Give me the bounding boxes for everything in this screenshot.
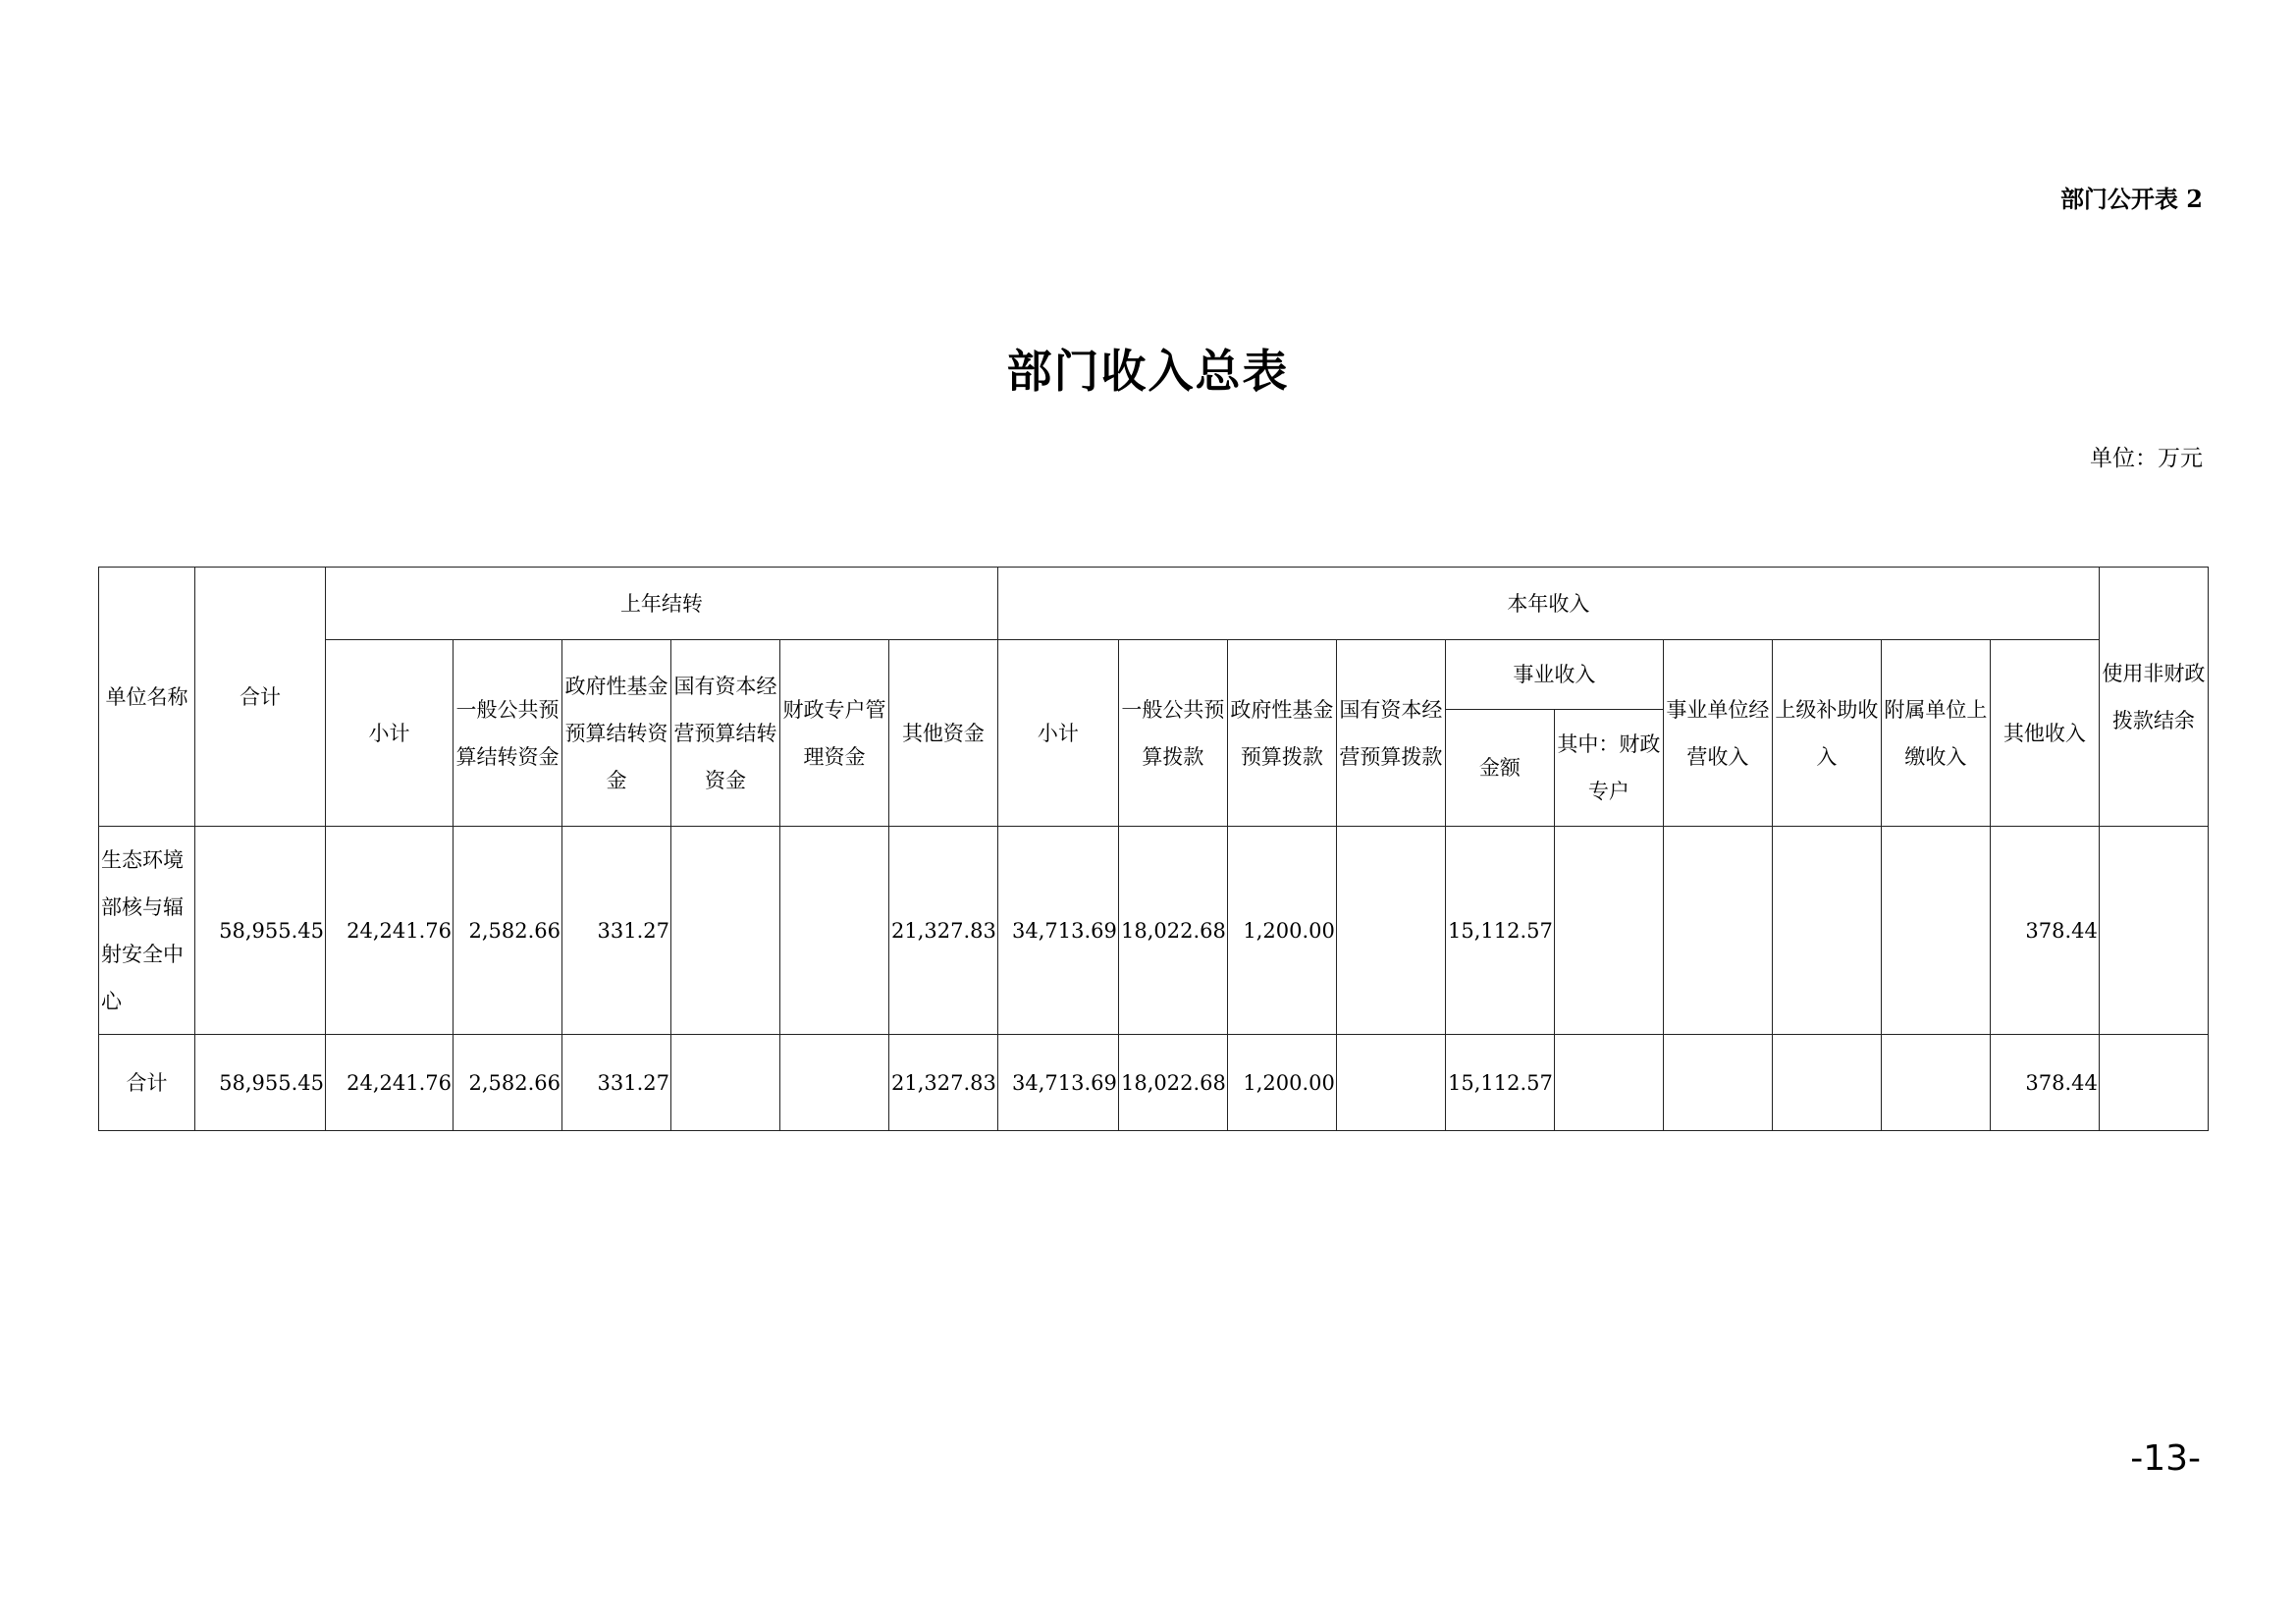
row-cur-superior-subsidy bbox=[1772, 827, 1881, 1035]
page-number: -13- bbox=[2130, 1438, 2201, 1479]
table-total-row bbox=[99, 1035, 2209, 1131]
total-row-cur-business-amount: 15,112.57 bbox=[1445, 1035, 1554, 1131]
header-cur-gov-fund: 政府性基金预算拨款 bbox=[1227, 640, 1336, 827]
total-row-prev-subtotal: 24,241.76 bbox=[326, 1035, 454, 1131]
total-row-prev-fiscal-special bbox=[780, 1035, 889, 1131]
total-row-prev-gov-fund: 331.27 bbox=[562, 1035, 671, 1131]
header-prev-subtotal: 小计 bbox=[326, 640, 454, 827]
unit-label: 单位：万元 bbox=[2090, 446, 2203, 471]
row-cur-subtotal: 34,713.69 bbox=[997, 827, 1118, 1035]
total-row-cur-affiliated-income bbox=[1881, 1035, 1990, 1131]
income-summary-table bbox=[98, 567, 2209, 1131]
row-cur-business-fiscal bbox=[1554, 827, 1663, 1035]
total-row-cur-superior-subsidy bbox=[1772, 1035, 1881, 1131]
header-cur-business-fiscal: 其中：财政专户 bbox=[1554, 710, 1663, 827]
header-prev-year: 上年结转 bbox=[326, 568, 998, 640]
row-cur-state-capital bbox=[1336, 827, 1445, 1035]
total-row-cur-subtotal: 34,713.69 bbox=[997, 1035, 1118, 1131]
total-row-prev-other: 21,327.83 bbox=[889, 1035, 998, 1131]
header-cur-business-income: 事业收入 bbox=[1445, 640, 1663, 710]
row-cur-business-amount: 15,112.57 bbox=[1445, 827, 1554, 1035]
row-cur-affiliated-income bbox=[1881, 827, 1990, 1035]
header-cur-affiliated-income: 附属单位上缴收入 bbox=[1881, 640, 1990, 827]
row-prev-state-capital bbox=[671, 827, 780, 1035]
header-prev-general-budget: 一般公共预算结转资金 bbox=[454, 640, 562, 827]
row-total: 58,955.45 bbox=[195, 827, 326, 1035]
header-prev-state-capital: 国有资本经营预算结转资金 bbox=[671, 640, 780, 827]
header-cur-business-amount: 金额 bbox=[1445, 710, 1554, 827]
table-row bbox=[99, 827, 2209, 1035]
form-id: 部门公开表 2 bbox=[2059, 185, 2203, 213]
total-row-total: 58,955.45 bbox=[195, 1035, 326, 1131]
header-cur-other-income: 其他收入 bbox=[1990, 640, 2099, 827]
total-row-cur-state-capital bbox=[1336, 1035, 1445, 1131]
row-unit-name: 生态环境部核与辐射安全中心 bbox=[99, 827, 195, 1035]
header-unit-name: 单位名称 bbox=[99, 568, 195, 827]
header-cur-general-budget: 一般公共预算拨款 bbox=[1118, 640, 1227, 827]
header-current-year: 本年收入 bbox=[997, 568, 2099, 640]
total-row-cur-general-budget: 18,022.68 bbox=[1118, 1035, 1227, 1131]
total-row-cur-operating-income bbox=[1663, 1035, 1772, 1131]
header-prev-gov-fund: 政府性基金预算结转资金 bbox=[562, 640, 671, 827]
total-row-prev-state-capital bbox=[671, 1035, 780, 1131]
row-cur-gov-fund: 1,200.00 bbox=[1227, 827, 1336, 1035]
header-cur-subtotal: 小计 bbox=[997, 640, 1118, 827]
row-prev-fiscal-special bbox=[780, 827, 889, 1035]
header-prev-fiscal-special: 财政专户管理资金 bbox=[780, 640, 889, 827]
row-prev-other: 21,327.83 bbox=[889, 827, 998, 1035]
header-cur-state-capital: 国有资本经营预算拨款 bbox=[1336, 640, 1445, 827]
header-total: 合计 bbox=[195, 568, 326, 827]
total-row-cur-business-fiscal bbox=[1554, 1035, 1663, 1131]
header-cur-operating-income: 事业单位经营收入 bbox=[1663, 640, 1772, 827]
total-row-label: 合计 bbox=[99, 1035, 195, 1131]
header-prev-other: 其他资金 bbox=[889, 640, 998, 827]
total-row-cur-other-income: 378.44 bbox=[1990, 1035, 2099, 1131]
row-prev-gov-fund: 331.27 bbox=[562, 827, 671, 1035]
row-cur-general-budget: 18,022.68 bbox=[1118, 827, 1227, 1035]
header-cur-superior-subsidy: 上级补助收入 bbox=[1772, 640, 1881, 827]
header-non-fiscal-balance: 使用非财政拨款结余 bbox=[2099, 568, 2208, 827]
row-prev-subtotal: 24,241.76 bbox=[326, 827, 454, 1035]
total-row-prev-general-budget: 2,582.66 bbox=[454, 1035, 562, 1131]
total-row-non-fiscal-balance bbox=[2099, 1035, 2208, 1131]
row-non-fiscal-balance bbox=[2099, 827, 2208, 1035]
row-cur-operating-income bbox=[1663, 827, 1772, 1035]
row-cur-other-income: 378.44 bbox=[1990, 827, 2099, 1035]
row-prev-general-budget: 2,582.66 bbox=[454, 827, 562, 1035]
total-row-cur-gov-fund: 1,200.00 bbox=[1227, 1035, 1336, 1131]
page-title: 部门收入总表 bbox=[1006, 345, 1290, 398]
